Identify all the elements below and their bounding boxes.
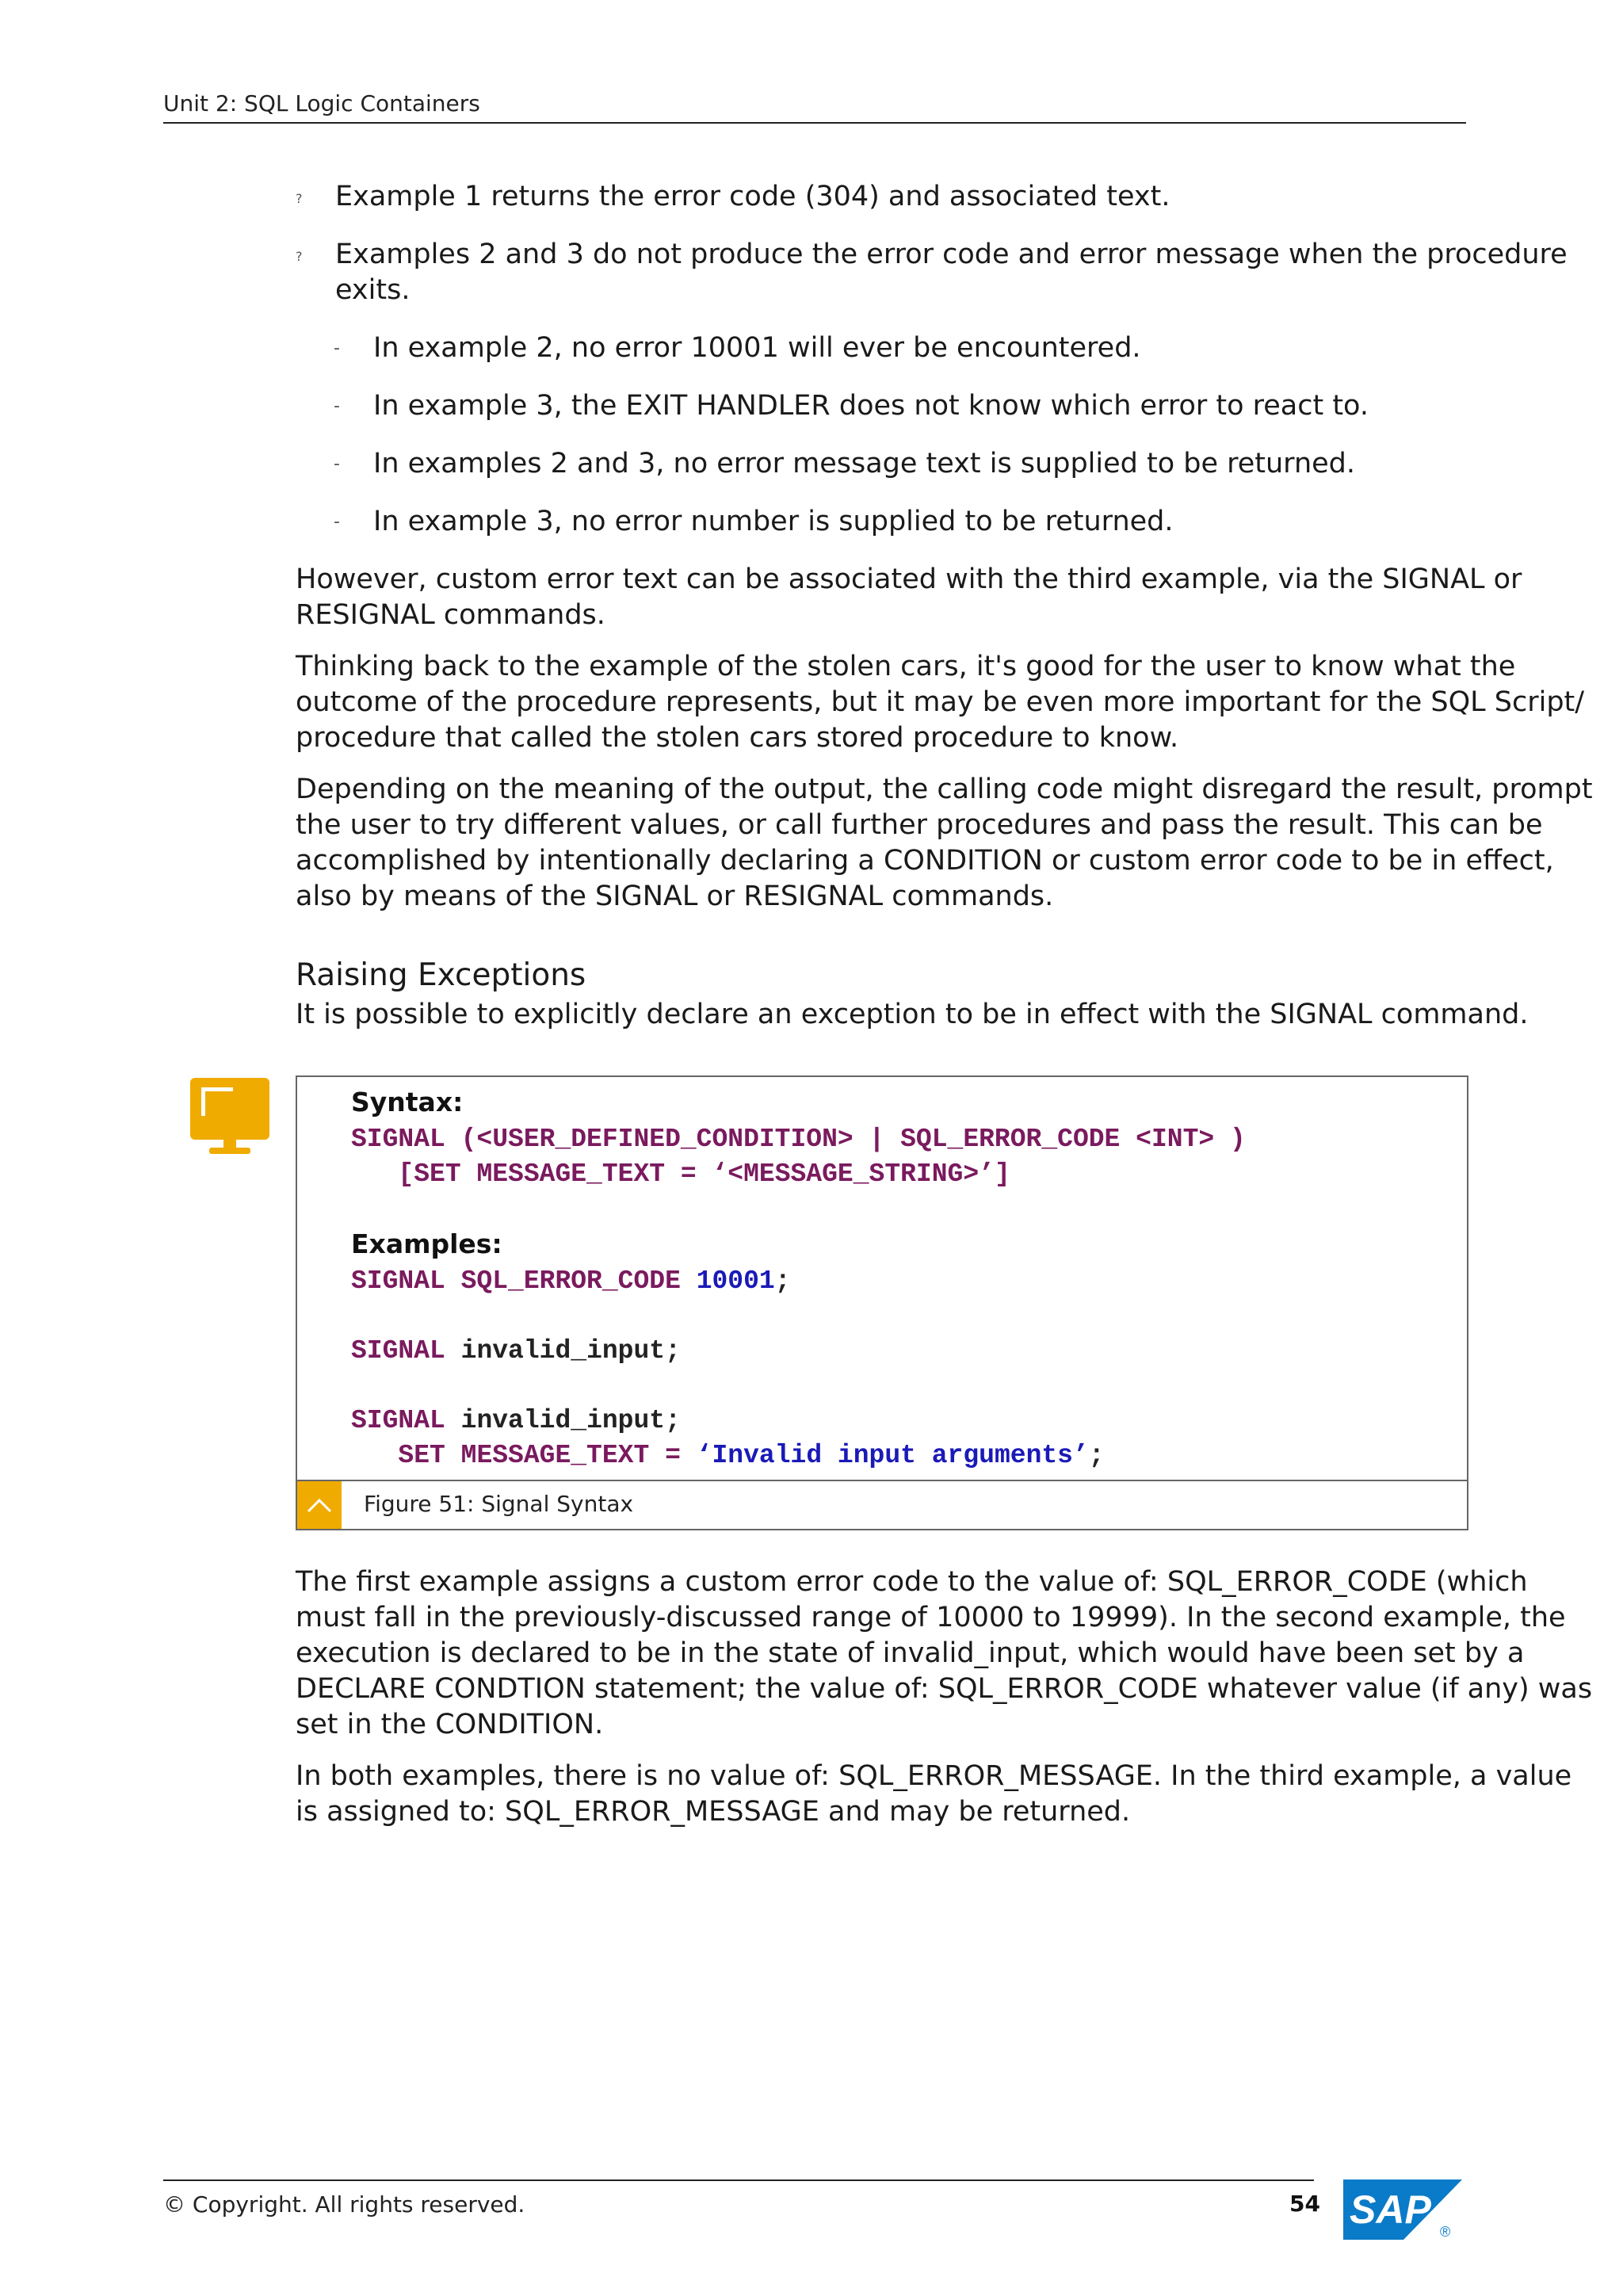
sub-bullet-text: In example 3, the EXIT HANDLER does not know which error to react to.	[373, 390, 1369, 422]
section-intro: It is possible to explicitly declare an exception to be in effect with the SIGNAL command.	[296, 999, 1529, 1030]
examples-heading: Examples:	[351, 1228, 502, 1259]
chevron-up-icon	[297, 1481, 342, 1529]
example-3-set: SET MESSAGE_TEXT =	[398, 1441, 681, 1470]
footer-divider	[163, 2179, 1314, 2181]
page-number: 54	[1289, 2191, 1320, 2217]
example-1-value: 10001	[696, 1266, 775, 1296]
example-3-end: ;	[1088, 1441, 1105, 1470]
sap-logo-text: SAP	[1350, 2187, 1431, 2232]
bullet-text: Examples 2 and 3 do not produce the error code and error message when the procedure exits.	[335, 239, 1568, 306]
bullet-item	[296, 179, 1595, 215]
body-paragraph: However, custom error text can be associated with the third example, via the SIGNAL or RESIGNAL commands.	[296, 563, 1522, 631]
footer-copyright: © Copyright. All rights reserved.	[163, 2191, 525, 2218]
bullet-mark: ?	[296, 249, 303, 264]
example-2-keyword: SIGNAL	[351, 1336, 445, 1366]
bullet-text: Example 1 returns the error code (304) and associated text.	[335, 181, 1170, 212]
main-content	[296, 179, 1595, 1049]
example-1-end: ;	[774, 1266, 791, 1296]
sub-bullet-item	[296, 446, 1595, 482]
body-paragraph: The first example assigns a custom error code to the value of: SQL_ERROR_CODE (which must fall in the previously-discussed range of 10000 to 19999). In the second example, the execution is declared to be in the state of invalid_input, which would have been set by a DECLARE CONDTION statement; the value of: SQL_ERROR_CODE whatever value (if any) was set in the CONDITION.	[296, 1566, 1593, 1740]
body-paragraph: Depending on the meaning of the output, the calling code might disregard the result, prompt the user to try different values, or call further procedures and pass the result. This can be accomplished by intentionally declaring a CONDITION or custom error code to be in effect, also by means of the SIGNAL or RESIGNAL commands.	[296, 774, 1593, 912]
sub-bullet-mark: -	[334, 454, 340, 474]
sub-bullet-item	[296, 504, 1595, 540]
sap-logo	[1343, 2179, 1462, 2240]
section-title: Raising Exceptions	[296, 957, 586, 993]
body-paragraph: In both examples, there is no value of: SQL_ERROR_MESSAGE. In the third example, a value is assigned to: SQL_ERROR_MESSAGE and may be returned.	[296, 1760, 1572, 1828]
caption-collapse-button[interactable]	[297, 1481, 342, 1529]
body-paragraph: Thinking back to the example of the stolen cars, it's good for the user to know what the outcome of the procedure represents, but it may be even more important for the SQL Script/ procedure that called the stolen cars stored procedure to know.	[296, 651, 1585, 754]
sub-bullet-mark: -	[334, 396, 340, 416]
sap-logo-registered: ®	[1440, 2224, 1451, 2240]
example-3-rest: invalid_input;	[460, 1406, 681, 1435]
bullet-item	[296, 237, 1595, 308]
sub-bullet-mark: -	[334, 338, 340, 358]
syntax-figure	[296, 1075, 1468, 1530]
syntax-line-1: SIGNAL (<USER_DEFINED_CONDITION> | SQL_ERROR_CODE <INT> )	[351, 1125, 1246, 1154]
example-3-keyword: SIGNAL	[351, 1406, 445, 1435]
syntax-code-block	[351, 1085, 1246, 1473]
sub-bullet-item	[296, 330, 1595, 366]
sub-bullet-text: In examples 2 and 3, no error message text is supplied to be returned.	[373, 448, 1356, 479]
main-content-continued	[296, 1564, 1595, 1846]
example-3-string: ‘Invalid input arguments’	[696, 1441, 1089, 1470]
syntax-heading: Syntax:	[351, 1087, 464, 1117]
example-1-keyword: SIGNAL SQL_ERROR_CODE	[351, 1266, 681, 1296]
figure-caption: Figure 51: Signal Syntax	[364, 1491, 634, 1517]
bullet-mark: ?	[296, 191, 303, 206]
sub-bullet-item	[296, 388, 1595, 424]
sub-bullet-text: In example 2, no error 10001 will ever be encountered.	[373, 332, 1141, 364]
sub-bullet-text: In example 3, no error number is supplied to be returned.	[373, 506, 1174, 537]
sub-bullet-mark: -	[334, 512, 340, 532]
monitor-icon	[190, 1078, 269, 1154]
header-title: Unit 2: SQL Logic Containers	[163, 90, 480, 117]
figure-caption-bar	[297, 1480, 1467, 1529]
example-2-rest: invalid_input;	[460, 1336, 681, 1366]
syntax-line-2: [SET MESSAGE_TEXT = ‘<MESSAGE_STRING>’]	[398, 1159, 1010, 1189]
page-header	[163, 87, 1466, 124]
